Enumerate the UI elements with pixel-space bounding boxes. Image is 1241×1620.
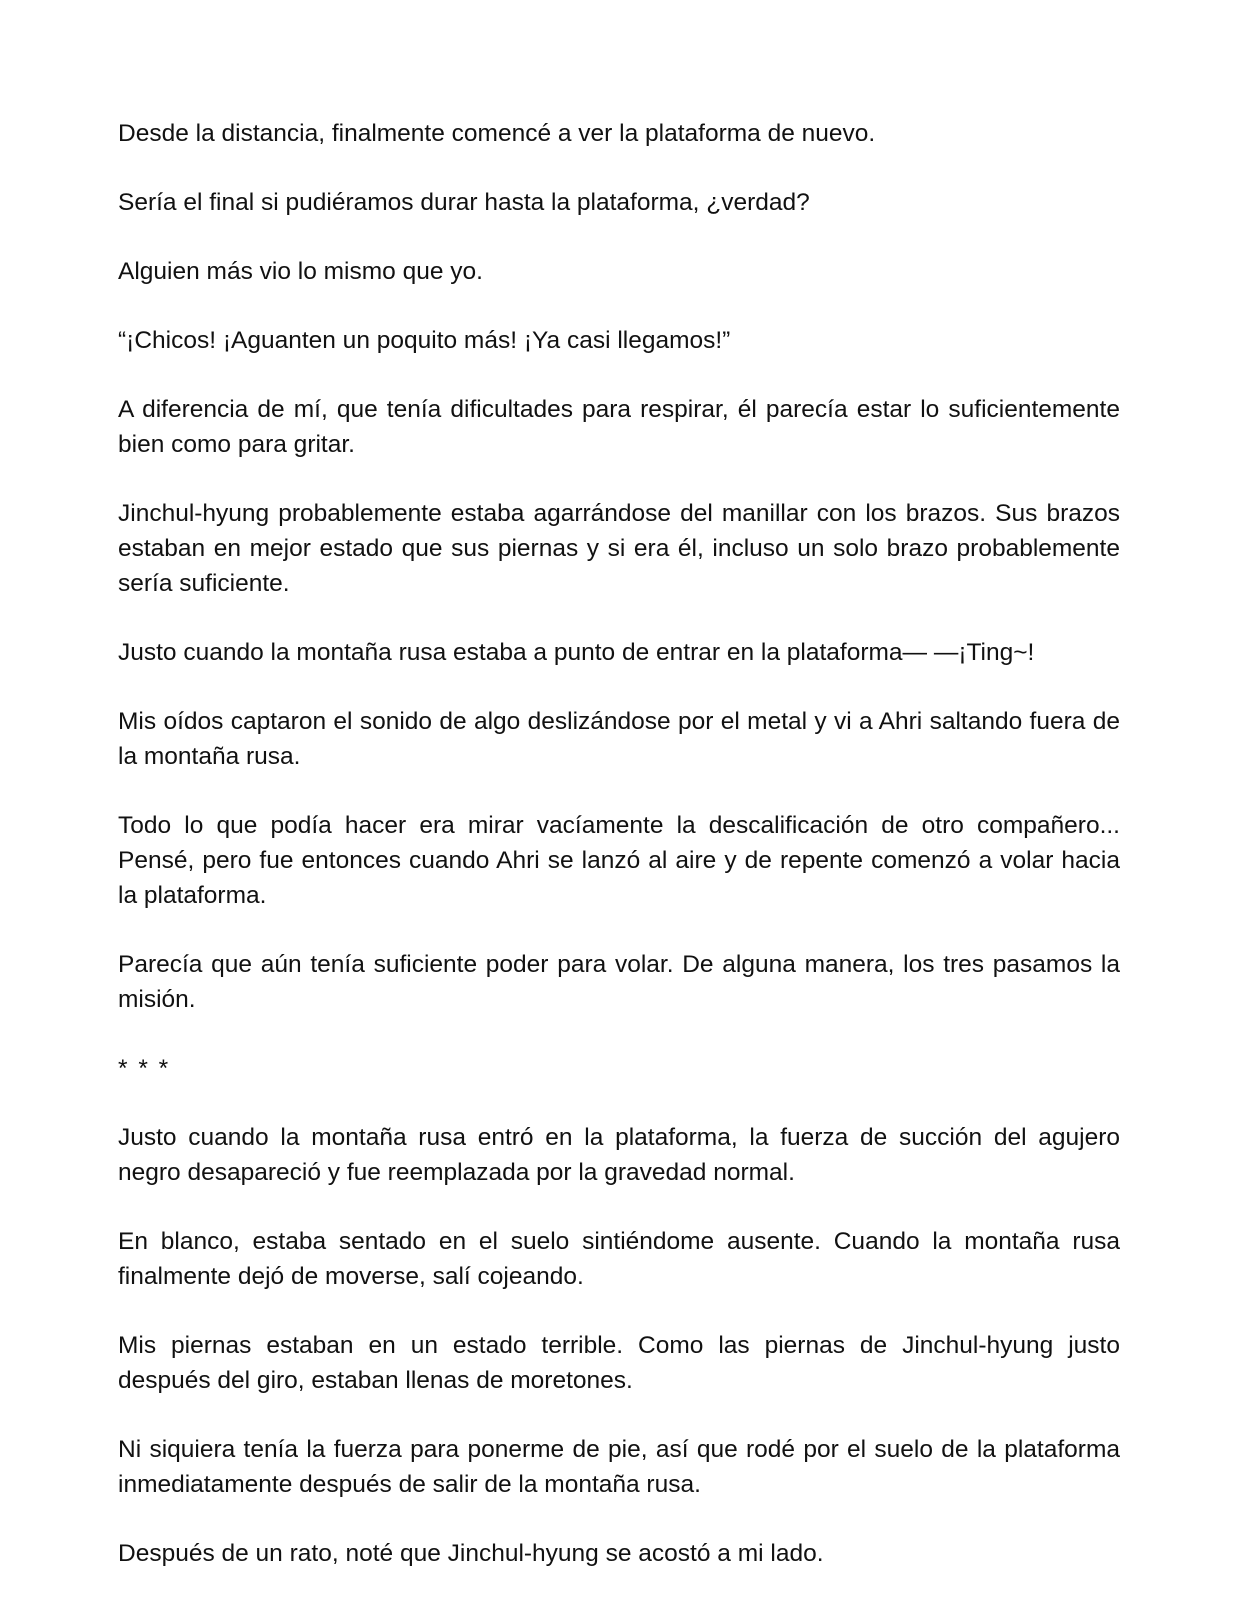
section-separator: * * *	[118, 1055, 171, 1082]
paragraph: Después de un rato, noté que Jinchul-hyung se acostó a mi lado.	[118, 1540, 824, 1567]
paragraph: Desde la distancia, finalmente comencé a ver la plataforma de nuevo.	[118, 120, 876, 147]
paragraph: Mis oídos captaron el sonido de algo deslizándose por el metal y vi a Ahri saltando fuera de la montaña rusa.	[118, 708, 1120, 770]
paragraph: En blanco, estaba sentado en el suelo sintiéndome ausente. Cuando la montaña rusa finalmente dejó de moverse, salí cojeando.	[118, 1228, 1120, 1290]
paragraph: Todo lo que podía hacer era mirar vacíamente la descalificación de otro compañero... Pensé, pero fue entonces cuando Ahri se lanzó al aire y de repente comenzó a volar hacia la plataforma.	[118, 812, 1120, 909]
paragraph: Sería el final si pudiéramos durar hasta la plataforma, ¿verdad?	[118, 189, 810, 216]
dialogue-paragraph: “¡Chicos! ¡Aguanten un poquito más! ¡Ya casi llegamos!”	[118, 327, 731, 354]
paragraph: Justo cuando la montaña rusa entró en la plataforma, la fuerza de succión del agujero negro desapareció y fue reemplazada por la gravedad normal.	[118, 1124, 1120, 1186]
paragraph: Parecía que aún tenía suficiente poder para volar. De alguna manera, los tres pasamos la misión.	[118, 951, 1120, 1013]
paragraph: Mis piernas estaban en un estado terrible. Como las piernas de Jinchul-hyung justo después del giro, estaban llenas de moretones.	[118, 1332, 1120, 1394]
document-body	[118, 116, 1120, 1605]
paragraph: Jinchul-hyung probablemente estaba agarrándose del manillar con los brazos. Sus brazos estaban en mejor estado que sus piernas y si era él, incluso un solo brazo probablemente sería suficiente.	[118, 500, 1120, 597]
paragraph: A diferencia de mí, que tenía dificultades para respirar, él parecía estar lo suficientemente bien como para gritar.	[118, 396, 1120, 458]
paragraph: Justo cuando la montaña rusa estaba a punto de entrar en la plataforma— —¡Ting~!	[118, 639, 1035, 666]
paragraph: Ni siquiera tenía la fuerza para ponerme de pie, así que rodé por el suelo de la plataforma inmediatamente después de salir de la montaña rusa.	[118, 1436, 1120, 1498]
paragraph: Alguien más vio lo mismo que yo.	[118, 258, 483, 285]
